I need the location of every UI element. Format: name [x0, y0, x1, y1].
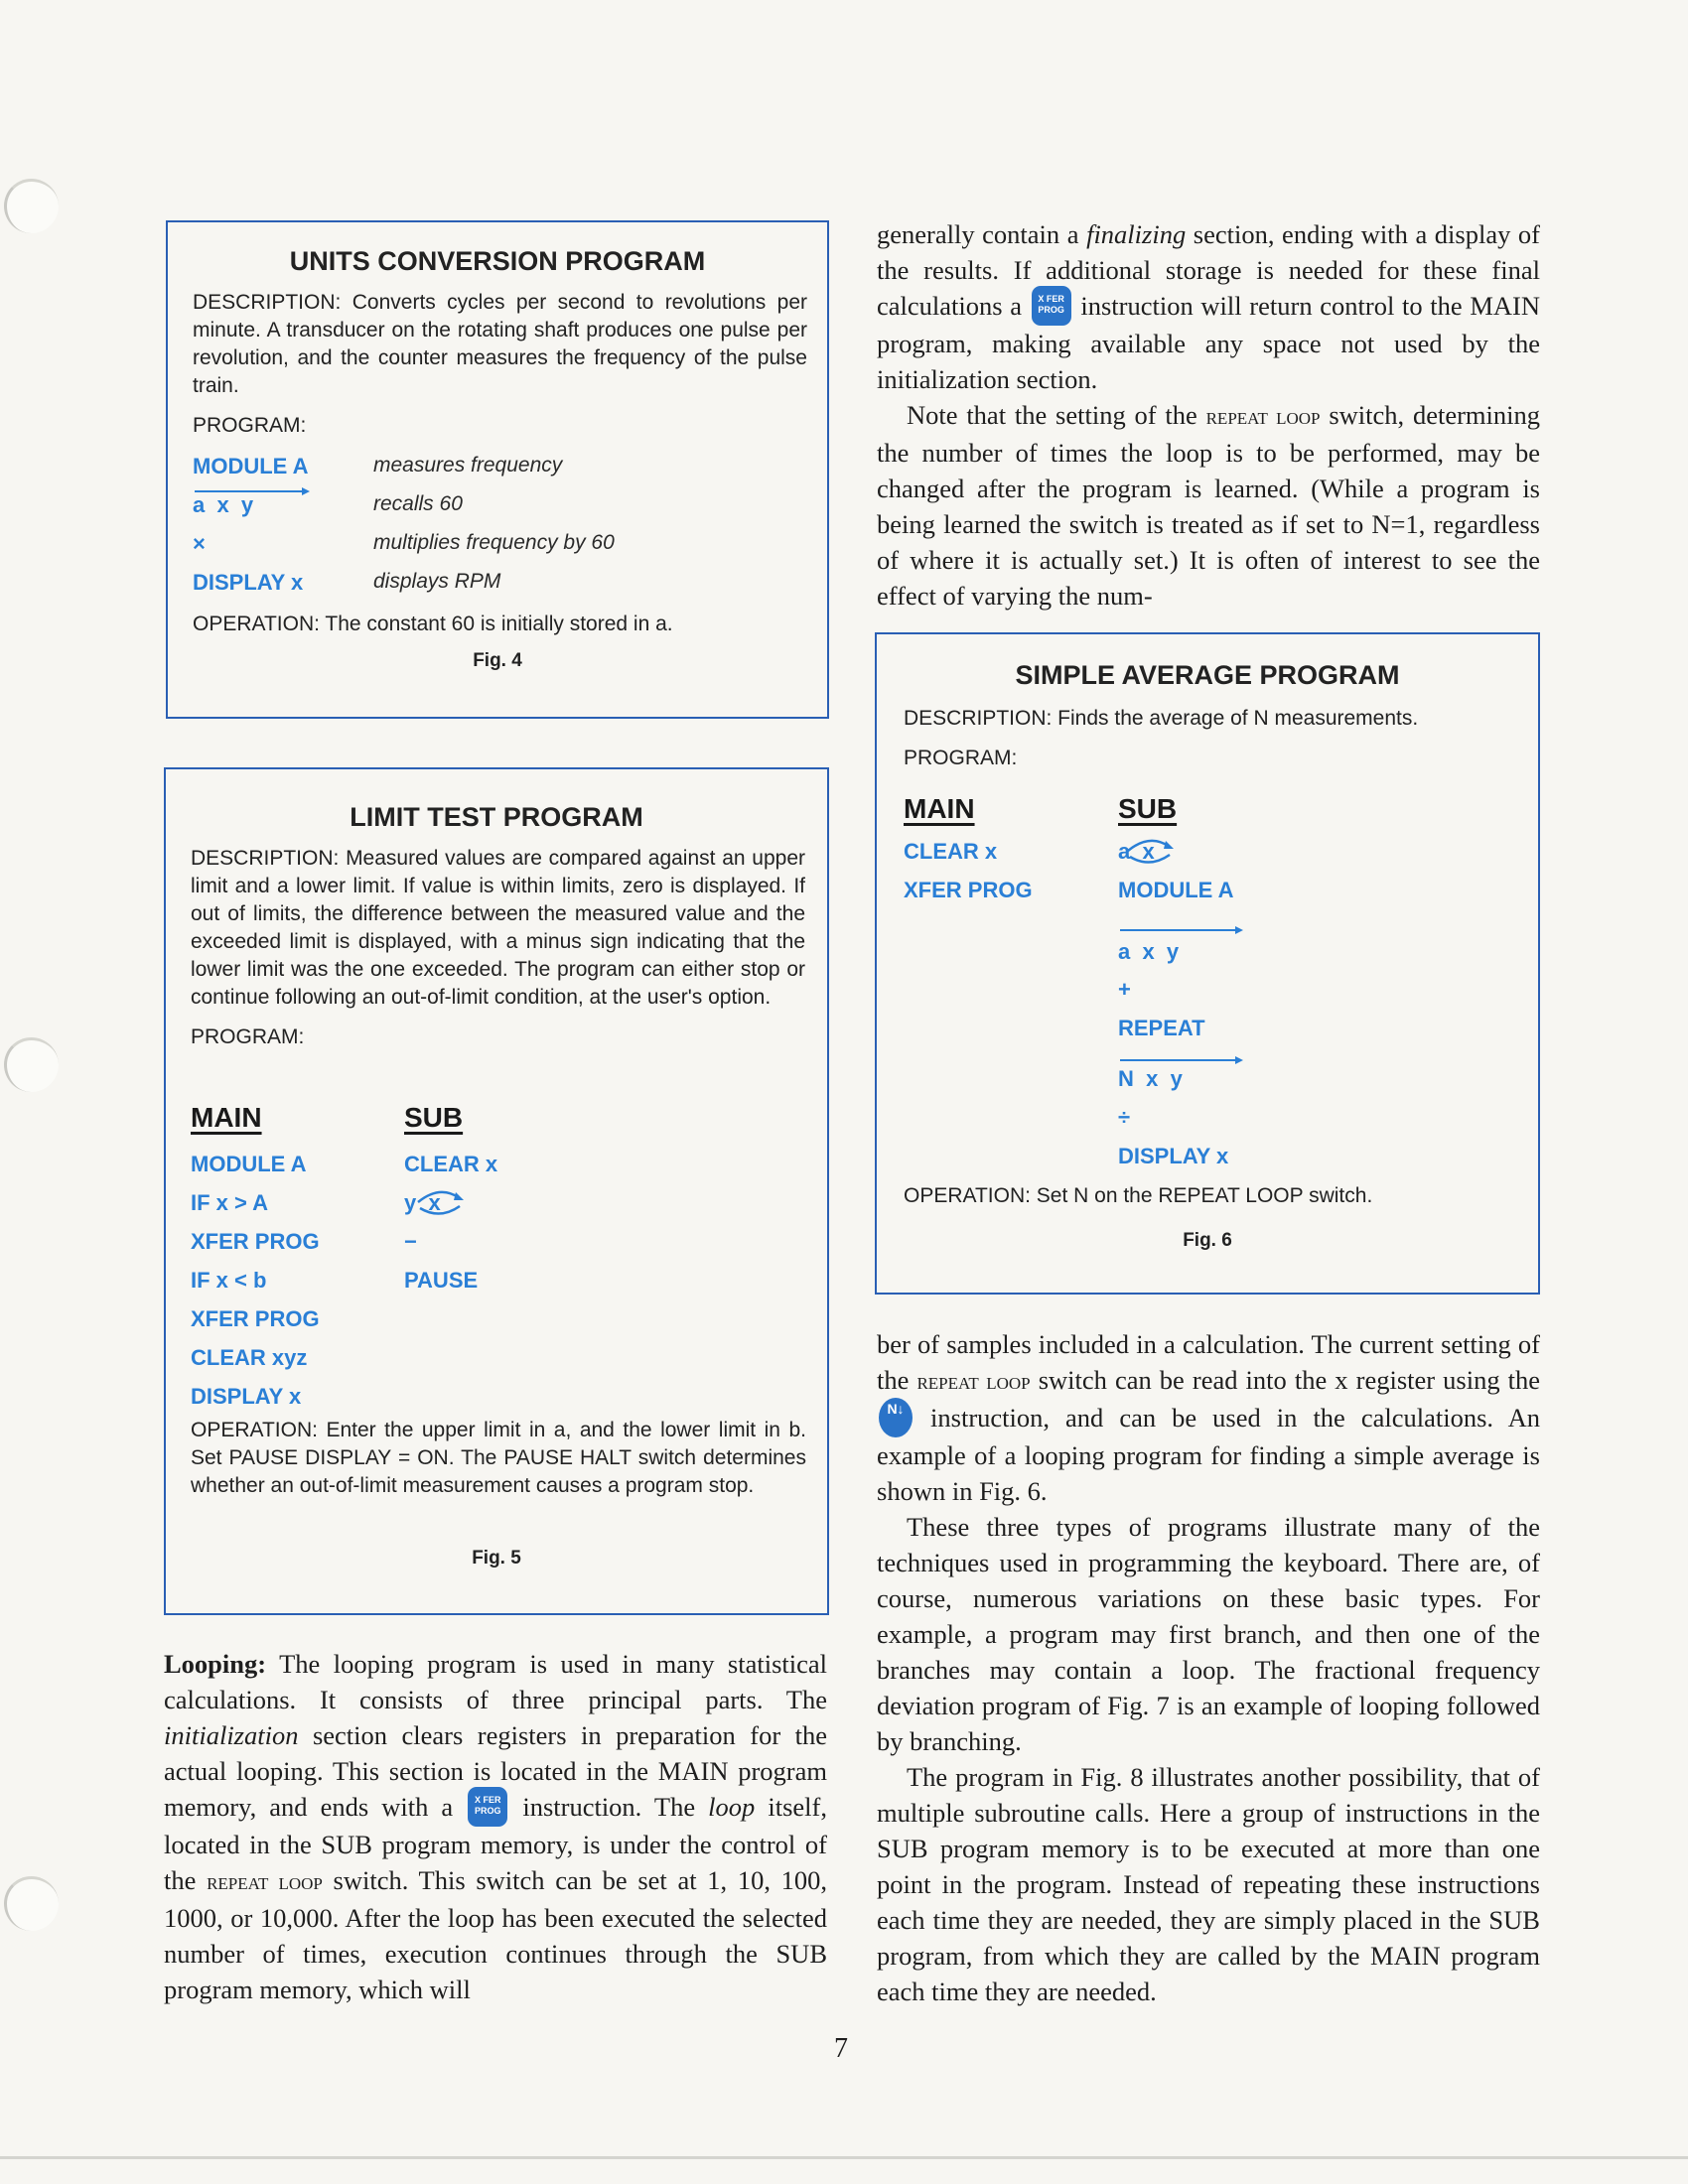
sub-step: a x [1118, 839, 1155, 864]
fig4-label: Fig. 4 [473, 650, 522, 671]
sub-step: DISPLAY x [1118, 1144, 1229, 1168]
fig6-operation: OPERATION: Set N on the REPEAT LOOP switch. [904, 1184, 1373, 1207]
text-run: repeat loop [916, 1369, 1031, 1395]
fig4-description: DESCRIPTION: Converts cycles per second to revolutions per minute. A transducer on the rotating shaft produces one pulse per revolution, and the counter measures the frequency of the pulse train. [193, 291, 807, 397]
fig4-program-label: PROGRAM: [193, 414, 307, 437]
fig4-title: UNITS CONVERSION PROGRAM [289, 246, 706, 276]
punch-hole [4, 1876, 59, 1931]
fig4-step [193, 531, 788, 570]
step-desc: multiplies frequency by 60 [373, 531, 615, 554]
fig4-box [166, 220, 829, 719]
step-desc: displays RPM [373, 570, 501, 593]
text-run: generally contain a [877, 219, 1087, 249]
transfer-arrow-icon [1118, 1055, 1247, 1065]
main-heading: MAIN [904, 793, 975, 824]
fig5-sub-column [404, 1102, 603, 1300]
fig5-description: DESCRIPTION: Measured values are compared against an upper limit and a lower limit. If value is within limits, zero is displayed. If out of limits, the difference between the measured value and the exceeded limit is displayed, with a minus sign indicating that the lower limit was the one exceeded. The program can either stop or continue following an out-of-limit condition, at the user's option. [191, 847, 805, 1009]
fig5-label: Fig. 5 [472, 1548, 521, 1569]
punch-hole [4, 1037, 59, 1092]
text-run: Note that the setting of the [907, 399, 1206, 430]
text-run: initialization [164, 1720, 299, 1750]
text-run: instruction will return control to the MAIN program, making available any space not used by the initialization section. [877, 291, 1540, 394]
step-code: × [193, 531, 206, 556]
exchange-arrow-icon [1124, 829, 1184, 869]
samples-paragraph [877, 1326, 1540, 1509]
looping-paragraph [164, 1646, 827, 2007]
main-step: XFER PROG [191, 1306, 320, 1331]
sub-step: MODULE A [1118, 878, 1234, 902]
fig5-operation: OPERATION: Enter the upper limit in a, and the lower limit in b. Set PAUSE DISPLAY = ON. The PAUSE HALT switch determines whether an out-of-limit measurement causes a program stop. [191, 1419, 806, 1497]
xfer-prog-key-icon: X FER PROG [1032, 286, 1071, 326]
fig6-program-label: PROGRAM: [904, 747, 1018, 769]
page-number: 7 [834, 2033, 848, 2064]
text-run: instruction, and can be used in the calculations. An example of a looping program for finding a simple average is shown in Fig. 6. [877, 1403, 1540, 1506]
main-step: XFER PROG [904, 878, 1033, 902]
text-run: instruction. The [509, 1792, 709, 1822]
step-desc: recalls 60 [373, 492, 463, 515]
sub-step: a x y [1118, 939, 1180, 964]
body-right-top [877, 216, 1540, 614]
main-step: DISPLAY x [191, 1384, 302, 1409]
body-right-bottom [877, 1326, 1540, 2009]
text-run: switch, determining the number of times the loop is to be performed, may be changed after the program is learned. (While a program is being learned the switch is treated as if set to N=1, regardless of where it is actually set.) It is often of interest to see the effect of varying the num- [877, 399, 1540, 611]
main-step: IF x < b [191, 1268, 267, 1293]
text-run: switch. This switch can be set at 1, 10, 100, 1000, or 10,000. After the loop has been executed the selected number of times, execution continues through the SUB program memory, which will [164, 1864, 828, 2004]
sub-heading: SUB [1118, 793, 1178, 824]
exchange-arrow-icon [414, 1180, 474, 1220]
fig6-description: DESCRIPTION: Finds the average of N measurements. [904, 707, 1419, 730]
text-run: loop [708, 1792, 756, 1822]
transfer-arrow-icon [1118, 925, 1247, 935]
fig5-title: LIMIT TEST PROGRAM [350, 802, 643, 832]
main-heading: MAIN [191, 1102, 262, 1133]
fig6-main-column [904, 793, 1102, 902]
text-run: switch can be read into the x register using the [1030, 1365, 1541, 1395]
repeat-loop-paragraph [877, 397, 1540, 614]
subroutine-paragraph: The program in Fig. 8 illustrates another possibility, that of multiple subroutine calls. Here a group of instructions in the SUB program memory is to be executed at more than one point in the program. Instead of repeating these instructions each time they are needed, they are simply placed in the SUB program, from which they are called by the MAIN program each time they are needed. [877, 1761, 1540, 2006]
fig4-steps [193, 454, 788, 609]
sub-step: − [404, 1229, 417, 1254]
sub-step: ÷ [1118, 1105, 1131, 1130]
fig4-step [193, 492, 788, 531]
text-run: ber of samples included in a calculation. The current setting of the [877, 1329, 1540, 1395]
fig5-box [164, 767, 829, 1615]
fig5-program-label: PROGRAM: [191, 1025, 305, 1048]
text-run: The looping program is used in many statistical calculations. It consists of three principal parts. The [164, 1649, 827, 1714]
sub-step: y x [404, 1190, 441, 1215]
step-code: DISPLAY x [193, 570, 304, 595]
sub-step: + [1118, 977, 1131, 1002]
body-left [164, 1646, 827, 2007]
sub-step: N x y [1118, 1066, 1183, 1091]
step-desc: measures frequency [373, 454, 563, 477]
main-step: IF x > A [191, 1190, 269, 1215]
text-run: repeat loop [207, 1868, 323, 1895]
fig6-sub-column [1118, 793, 1317, 1180]
sub-step: REPEAT [1118, 1016, 1205, 1040]
text-run: section, ending with a display of the results. If additional storage is needed for these final calculations a [877, 219, 1540, 321]
sub-step: PAUSE [404, 1268, 479, 1293]
fig4-operation: OPERATION: The constant 60 is initially stored in a. [193, 613, 673, 635]
finalizing-paragraph [877, 216, 1540, 397]
page-edge [0, 2156, 1688, 2159]
types-paragraph: These three types of programs illustrate many of the techniques used in programming the keyboard. There are, of course, numerous variations on these basic types. For example, a program may first branch, and then one of the branches may contain a loop. The fractional frequency deviation program of Fig. 7 is an example of looping followed by branching. [877, 1511, 1540, 1756]
fig6-box [875, 632, 1540, 1295]
looping-heading: Looping: [164, 1649, 267, 1679]
fig4-step [193, 570, 788, 609]
main-step: CLEAR x [904, 839, 998, 864]
sub-step: CLEAR x [404, 1152, 498, 1176]
n-to-x-key-icon: N↓ [879, 1398, 913, 1437]
step-code: MODULE A [193, 454, 309, 478]
main-step: XFER PROG [191, 1229, 320, 1254]
step-code: a x y [193, 492, 254, 517]
fig5-main-column [191, 1102, 389, 1410]
text-run: itself, located in the SUB program memory, is under the control of the [164, 1792, 827, 1895]
text-run: section clears registers in preparation for the actual looping. This section is located in the MAIN program memory, and ends with a [164, 1720, 827, 1822]
fig6-label: Fig. 6 [1183, 1230, 1232, 1251]
xfer-prog-key-icon: X FER PROG [468, 1787, 507, 1827]
punch-hole [4, 179, 59, 233]
main-step: MODULE A [191, 1152, 307, 1176]
main-step: CLEAR xyz [191, 1345, 308, 1370]
text-run: repeat loop [1205, 403, 1321, 430]
text-run: finalizing [1086, 219, 1187, 249]
fig6-title: SIMPLE AVERAGE PROGRAM [1015, 660, 1400, 690]
sub-heading: SUB [404, 1102, 464, 1133]
